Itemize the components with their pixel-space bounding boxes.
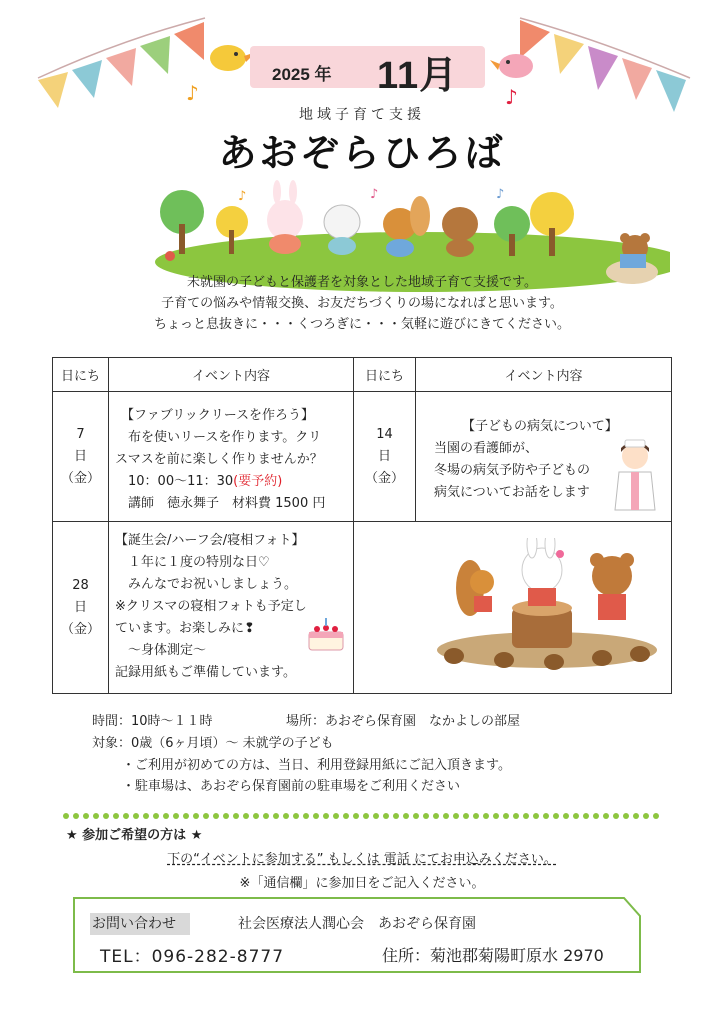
event-teacher: 講師 徳永舞子 材料費 1500 円 <box>115 495 326 511</box>
event-time-text: 10：00～11：30 <box>115 473 234 489</box>
divider-dot <box>463 813 469 819</box>
event-line: 病気についてお話をします <box>434 484 590 500</box>
date-weekday: （金） <box>60 621 100 637</box>
divider-dot <box>263 813 269 819</box>
date-unit: 日 <box>73 448 87 464</box>
event-line: 記録用紙もご準備しています。 <box>115 665 296 680</box>
info-bullet: ・駐車場は、あおぞら保育園前の駐車場をご利用ください <box>122 779 461 794</box>
divider-dot <box>203 813 209 819</box>
event-line: 布を使いリースを作ります。クリ <box>115 429 322 445</box>
header-event: イベント内容 <box>416 358 672 392</box>
divider-dot <box>553 813 559 819</box>
divider-dot <box>223 813 229 819</box>
event-line: ※クリスマの寝相フォトも予定し <box>115 599 307 614</box>
divider-dot <box>93 813 99 819</box>
date-unit: 日 <box>73 599 87 615</box>
event-date <box>53 522 109 694</box>
divider-dot <box>103 813 109 819</box>
event-line: １年に１度の特別な日♡ <box>115 555 270 570</box>
divider-dot <box>513 813 519 819</box>
divider-dot <box>323 813 329 819</box>
event-content <box>109 392 354 522</box>
page-title: あおぞらひろば <box>218 131 506 175</box>
divider-dot <box>653 813 659 819</box>
divider-dot <box>133 813 139 819</box>
divider-dot <box>333 813 339 819</box>
header-event: イベント内容 <box>109 358 354 392</box>
divider-dot <box>583 813 589 819</box>
year-label: 2025 年 <box>272 65 332 84</box>
date-day: 14 <box>376 426 393 442</box>
table-row <box>53 522 672 694</box>
divider-dot <box>373 813 379 819</box>
event-title: 【ファブリックリースを作ろう】 <box>121 407 315 423</box>
contact-address: 住所：菊池郡菊陽町原水 2970 <box>382 946 604 965</box>
divider-dot <box>343 813 349 819</box>
apply-heading: ★ 参加ご希望の方は ★ <box>66 828 203 843</box>
divider-dot <box>563 813 569 819</box>
music-note-icon: ♪ <box>186 81 199 105</box>
bird-icon <box>490 54 533 78</box>
table-header-row <box>53 358 672 392</box>
divider-dot <box>413 813 419 819</box>
contact-label: お問い合わせ <box>90 913 190 935</box>
event-line: ～身体測定～ <box>115 643 207 658</box>
divider-dot <box>163 813 169 819</box>
event-line: 冬場の病気予防や子どもの <box>434 462 591 478</box>
info-bullets <box>122 755 511 797</box>
divider-dot <box>153 813 159 819</box>
event-title: 【誕生会/ハーフ会/寝相フォト】 <box>115 533 305 548</box>
date-weekday: （金） <box>364 470 404 486</box>
intro-line: 未就園の子どもと保護者を対象とした地域子育て支援です。 <box>187 275 537 290</box>
divider-dot <box>623 813 629 819</box>
forest-animals-illustration <box>434 538 660 678</box>
nurse-icon <box>607 436 663 512</box>
divider-dot <box>273 813 279 819</box>
date-day: 7 <box>76 426 85 442</box>
divider-dot <box>473 813 479 819</box>
intro-line: 子育ての悩みや情報交換、お友だちづくりの場になればと思います。 <box>161 296 563 311</box>
divider-dot <box>423 813 429 819</box>
event-time <box>115 471 347 493</box>
date-day: 28 <box>72 577 89 593</box>
divider-dot <box>253 813 259 819</box>
event-line: 当園の看護師が、 <box>434 440 539 456</box>
event-date <box>354 392 416 522</box>
divider-dot <box>433 813 439 819</box>
birthday-cake-icon <box>305 614 347 654</box>
svg-text:♪: ♪ <box>496 187 505 202</box>
event-line: スマスを前に楽しく作りませんか？ <box>115 451 323 467</box>
reservation-note: (要予約) <box>233 473 283 489</box>
month-label: 11月 <box>377 55 459 97</box>
divider-dot <box>173 813 179 819</box>
divider-dot <box>243 813 249 819</box>
svg-text:♪: ♪ <box>238 189 247 204</box>
event-date <box>53 392 109 522</box>
divider-dot <box>113 813 119 819</box>
divider-dot <box>193 813 199 819</box>
divider-dot <box>543 813 549 819</box>
info-target: 対象：0歳（6ヶ月頃）～ 未就学の子ども <box>92 736 334 751</box>
dotted-divider <box>62 812 662 820</box>
divider-dot <box>493 813 499 819</box>
divider-dot <box>143 813 149 819</box>
divider-dot <box>503 813 509 819</box>
apply-note: ※「通信欄」に参加日をご記入ください。 <box>239 876 485 891</box>
divider-dot <box>593 813 599 819</box>
divider-dot <box>353 813 359 819</box>
divider-dot <box>643 813 649 819</box>
divider-dot <box>603 813 609 819</box>
intro-line: ちょっと息抜きに・・・くつろぎに・・・気軽に遊びにきてください。 <box>153 317 570 332</box>
date-unit: 日 <box>377 448 391 464</box>
divider-dot <box>83 813 89 819</box>
info-time: 時間：10時～１１時 <box>92 714 213 729</box>
divider-dot <box>283 813 289 819</box>
divider-dot <box>533 813 539 819</box>
divider-dot <box>393 813 399 819</box>
date-weekday: （金） <box>60 470 100 486</box>
divider-dot <box>403 813 409 819</box>
page-subtitle: 地域子育て支援 <box>299 107 425 123</box>
apply-line: 下の“イベントに参加する” もしくは 電話 にてお申込みください。 <box>167 852 557 867</box>
divider-dot <box>313 813 319 819</box>
divider-dot <box>123 813 129 819</box>
divider-dot <box>303 813 309 819</box>
event-table <box>52 357 672 694</box>
divider-dot <box>293 813 299 819</box>
divider-dot <box>453 813 459 819</box>
event-content <box>416 392 672 522</box>
event-content <box>109 522 354 694</box>
divider-dot <box>613 813 619 819</box>
apply-instructions <box>0 848 724 867</box>
divider-dot <box>63 813 69 819</box>
divider-dot <box>213 813 219 819</box>
header-date: 日にち <box>53 358 109 392</box>
svg-text:♪: ♪ <box>370 187 379 202</box>
info-place: 場所：あおぞら保育園 なかよしの部屋 <box>286 714 521 729</box>
event-line: みんなでお祝いしましょう。 <box>115 577 298 592</box>
info-bullet: ・ご利用が初めての方は、当日、利用登録用紙にご記入頂きます。 <box>122 758 511 773</box>
contact-organization: 社会医療法人潤心会 あおぞら保育園 <box>238 916 476 932</box>
divider-dot <box>73 813 79 819</box>
divider-dot <box>443 813 449 819</box>
divider-dot <box>233 813 239 819</box>
illustration-cell <box>354 522 672 694</box>
event-title: 【子どもの病気について】 <box>462 418 618 434</box>
music-note-icon: ♪ <box>505 85 518 109</box>
header-date: 日にち <box>354 358 416 392</box>
divider-dot <box>573 813 579 819</box>
divider-dot <box>483 813 489 819</box>
month-banner <box>250 46 485 97</box>
table-row <box>53 392 672 522</box>
contact-phone: TEL：096-282-8777 <box>100 947 285 967</box>
divider-dot <box>383 813 389 819</box>
event-line: ています。お楽しみに❢ <box>115 621 255 636</box>
divider-dot <box>523 813 529 819</box>
intro-text <box>0 272 724 335</box>
divider-dot <box>363 813 369 819</box>
divider-dot <box>183 813 189 819</box>
divider-dot <box>633 813 639 819</box>
